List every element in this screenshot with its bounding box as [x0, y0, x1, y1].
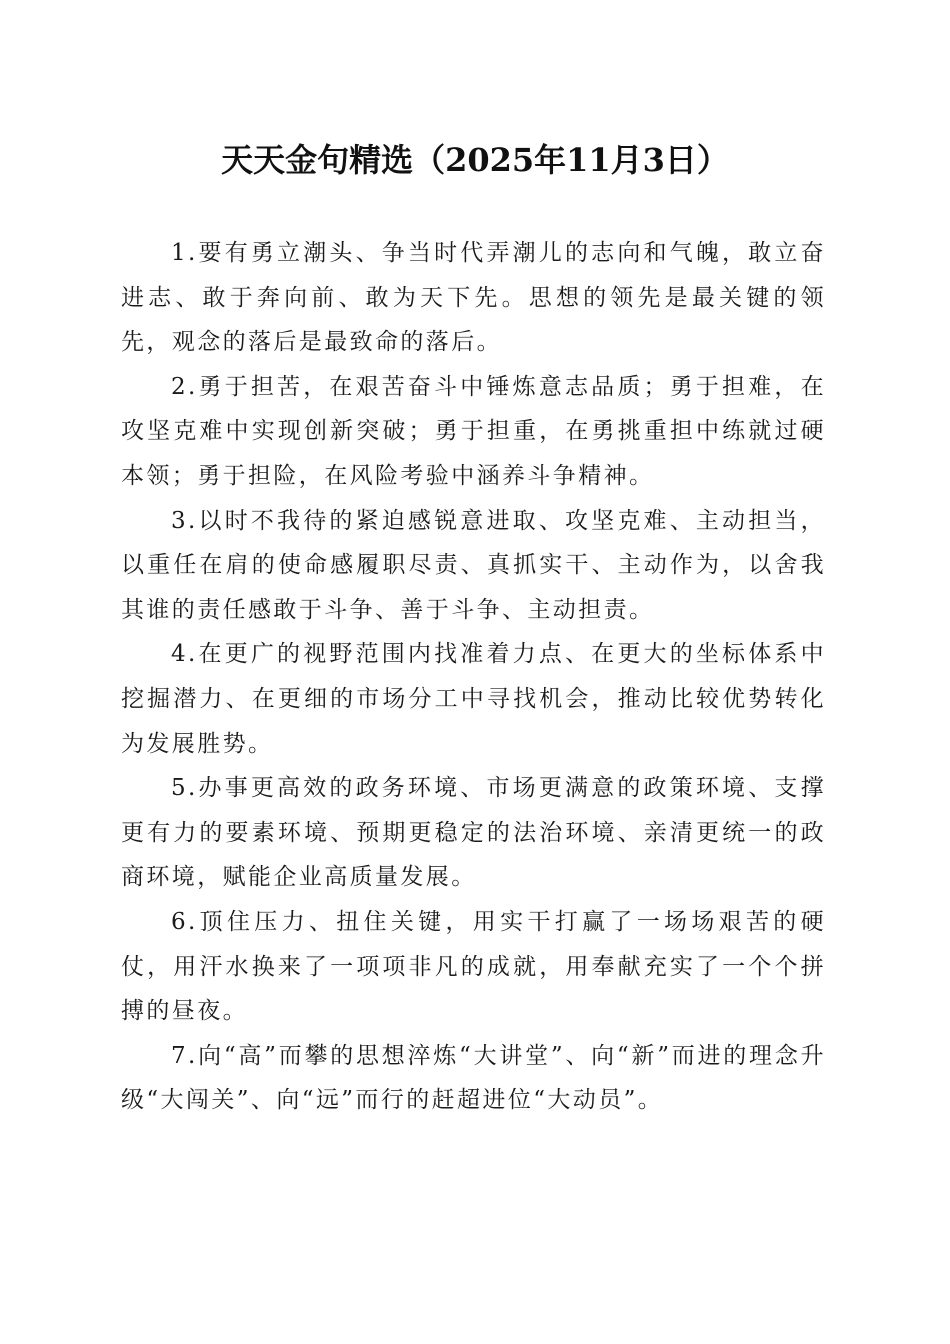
quote-paragraph-2: 2.勇于担苦，在艰苦奋斗中锤炼意志品质；勇于担难，在攻坚克难中实现创新突破；勇于担重，在勇挑重担中练就过硬本领；勇于担险，在风险考验中涵养斗争精神。	[121, 373, 826, 489]
quote-paragraph-1: 1.要有勇立潮头、争当时代弄潮儿的志向和气魄，敢立奋进志、敢于奔向前、敢为天下先。思想的领先是最关键的领先，观念的落后是最致命的落后。	[121, 240, 826, 356]
quote-paragraph-5: 5.办事更高效的政务环境、市场更满意的政策环境、支撑更有力的要素环境、预期更稳定的法治环境、亲清更统一的政商环境，赋能企业高质量发展。	[121, 775, 826, 891]
quote-paragraph-6: 6.顶住压力、扭住关键，用实干打赢了一场场艰苦的硬仗，用汗水换来了一项项非凡的成就，用奉献充实了一个个拼搏的昼夜。	[121, 908, 826, 1025]
document-body	[121, 231, 826, 1123]
quote-paragraph-4: 4.在更广的视野范围内找准着力点、在更大的坐标体系中挖掘潜力、在更细的市场分工中寻找机会，推动比较优势转化为发展胜势。	[121, 641, 826, 757]
quote-paragraph-7: 7.向“高”而攀的思想淬炼“大讲堂”、向“新”而进的理念升级“大闯关”、向“远”而行的赶超进位“大动员”。	[121, 1042, 826, 1114]
quote-paragraph-3: 3.以时不我待的紧迫感锐意进取、攻坚克难、主动担当，以重任在肩的使命感履职尽责、真抓实干、主动作为，以舍我其谁的责任感敢于斗争、善于斗争、主动担责。	[121, 507, 826, 623]
document-title: 天天金句精选（2025年11月3日）	[221, 141, 729, 179]
